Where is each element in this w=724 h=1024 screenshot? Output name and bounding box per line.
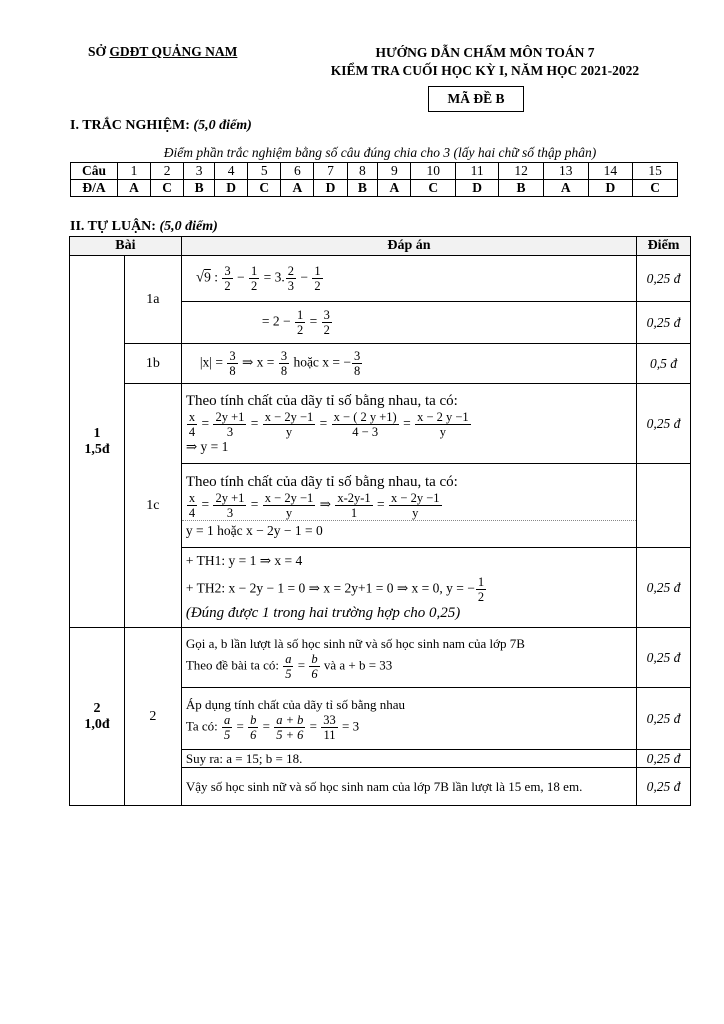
- header-dap-an: Đáp án: [181, 237, 636, 256]
- answer-2-step3: Suy ra: a = 15; b = 18.: [181, 750, 636, 768]
- answer-cell: D: [215, 180, 248, 197]
- section-1-note: Điểm phần trắc nghiệm bằng số câu đúng chia cho 3 (lấy hai chữ số thập phân): [163, 145, 597, 160]
- answer-2-step1: Gọi a, b lần lượt là số học sinh nữ và số học sinh nam của lớp 7B Theo đề bài ta có: $\frac{a}{5}$ = $\frac{b}{6}$ và a + b = 33: [181, 628, 636, 688]
- score-2-4: 0,25 đ: [637, 768, 691, 806]
- score-1c-1: 0,25 đ: [637, 384, 691, 464]
- answer-header: Đ/A: [71, 180, 118, 197]
- answer-cell: C: [633, 180, 678, 197]
- question-number: 1: [118, 163, 151, 180]
- section-2-title: II. TỰ LUẬN: (5,0 điểm): [70, 219, 218, 234]
- answer-cell: A: [378, 180, 411, 197]
- answer-cell: C: [411, 180, 456, 197]
- sub-1b-label: 1b: [124, 344, 181, 384]
- section-1-title: I. TRẮC NGHIỆM: (5,0 điểm): [70, 118, 252, 133]
- title-line-1: HƯỚNG DẪN CHẤM MÔN TOÁN 7: [375, 45, 595, 60]
- sub-2-label: 2: [124, 628, 181, 806]
- answer-cell: B: [184, 180, 215, 197]
- question-number: 14: [588, 163, 633, 180]
- score-1c-3: 0,25 đ: [637, 548, 691, 628]
- answer-cell: A: [543, 180, 588, 197]
- department-label: SỞ GDĐT QUẢNG NAM: [88, 44, 238, 59]
- sub-1a-label: 1a: [124, 256, 181, 344]
- answer-2-step4: Vậy số học sinh nữ và số học sinh nam của lớp 7B lần lượt là 15 em, 18 em.: [181, 768, 636, 806]
- answer-cell: B: [499, 180, 544, 197]
- question-number: 3: [184, 163, 215, 180]
- question-number: 12: [499, 163, 544, 180]
- answer-1a-step2: = 2 − $\frac{1}{2}$ = $\frac{3}{2}$: [181, 302, 636, 344]
- answer-key-table: [70, 162, 678, 197]
- answer-cell: A: [281, 180, 314, 197]
- score-1b: 0,5 đ: [637, 344, 691, 384]
- question-row: [71, 163, 678, 180]
- title-line-2: KIỂM TRA CUỐI HỌC KỲ I, NĂM HỌC 2021-2022: [330, 63, 640, 78]
- answer-cell: D: [456, 180, 499, 197]
- question-number: 5: [248, 163, 281, 180]
- sub-1c-label: 1c: [124, 384, 181, 628]
- question-number: 10: [411, 163, 456, 180]
- essay-answer-table: [69, 236, 691, 806]
- answer-cell: D: [588, 180, 633, 197]
- answer-row: [71, 180, 678, 197]
- answer-1c-step1: Theo tính chất của dãy tỉ số bằng nhau, ta có: $\frac{x}{4}$ = $\frac{2y +1}{3}$ = $\frac{x - 2y -1}{y}$ = $\frac{x - ( 2 y +1)}{4 - 3}$ = $\frac{x - 2 y -1}{y}$ ⇒ y = 1: [181, 384, 636, 464]
- question-number: 6: [281, 163, 314, 180]
- score-2-3: 0,25 đ: [637, 750, 691, 768]
- question-number: 15: [633, 163, 678, 180]
- header-diem: Điểm: [637, 237, 691, 256]
- department-name: GDĐT QUẢNG NAM: [109, 44, 238, 59]
- header-bai: Bài: [70, 237, 182, 256]
- problem-1-label: 1 1,5đ: [70, 256, 125, 628]
- answer-cell: C: [151, 180, 184, 197]
- answer-cell: A: [118, 180, 151, 197]
- exam-code-box: MÃ ĐỀ B: [428, 86, 524, 112]
- question-number: 8: [347, 163, 378, 180]
- document-title: [300, 44, 670, 80]
- score-2-1: 0,25 đ: [637, 628, 691, 688]
- question-number: 7: [314, 163, 347, 180]
- answer-cell: C: [248, 180, 281, 197]
- question-number: 11: [456, 163, 499, 180]
- question-number: 13: [543, 163, 588, 180]
- answer-1a-step1: √9 : $\frac{3}{2}$ − $\frac{1}{2}$ = 3. $\frac{2}{3}$ − $\frac{1}{2}$: [181, 256, 636, 302]
- answer-cell: B: [347, 180, 378, 197]
- problem-2-label: 2 1,0đ: [70, 628, 125, 806]
- question-number: 9: [378, 163, 411, 180]
- answer-1c-step2: Theo tính chất của dãy tỉ số bằng nhau, ta có: $\frac{x}{4}$ = $\frac{2y +1}{3}$ = $\frac{x - 2y -1}{y}$ ⇒ $\frac{x-2y-1}{1}$ = $\frac{x - 2y -1}{y}$ y = 1 hoặc x − 2y − 1 = 0: [181, 464, 636, 548]
- answer-1c-step3: + TH1: y = 1 ⇒ x = 4 + TH2: x − 2y − 1 = 0 ⇒ x = 2y+1 = 0 ⇒ x = 0, y = − $\frac{1}{2}$ (Đúng được 1 trong hai trường hợp cho 0,25): [181, 548, 636, 628]
- answer-2-step2: Áp dụng tính chất của dãy tỉ số bằng nhau Ta có: $\frac{a}{5}$ = $\frac{b}{6}$ = $\frac{a + b}{5 + 6}$ = $\frac{33}{11}$ = 3: [181, 688, 636, 750]
- question-number: 4: [215, 163, 248, 180]
- question-header: Câu: [71, 163, 118, 180]
- score-2-2: 0,25 đ: [637, 688, 691, 750]
- question-number: 2: [151, 163, 184, 180]
- score-1a-1: 0,25 đ: [637, 256, 691, 302]
- answer-1b: |x| = $\frac{3}{8}$ ⇒ x = $\frac{3}{8}$ hoặc x = − $\frac{3}{8}$: [181, 344, 636, 384]
- score-1a-2: 0,25 đ: [637, 302, 691, 344]
- answer-cell: D: [314, 180, 347, 197]
